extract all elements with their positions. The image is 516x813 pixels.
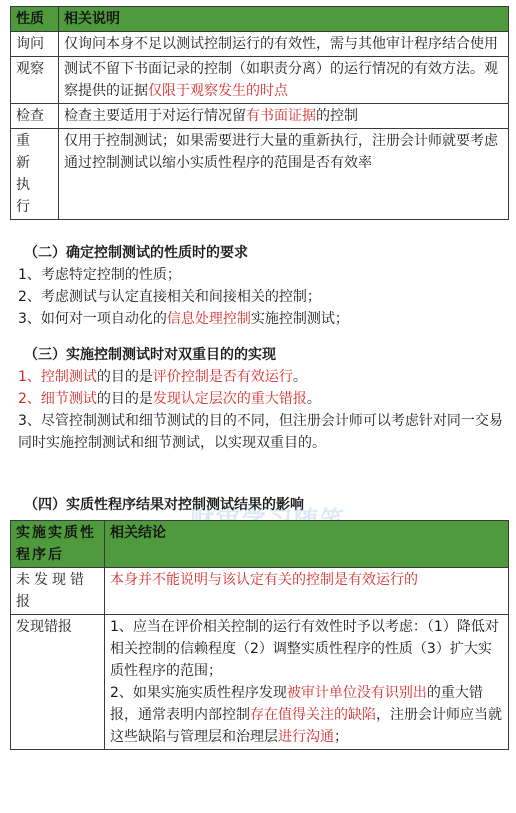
list-item [18,410,508,454]
table-row [11,129,509,220]
conclusion-paragraph [110,616,503,682]
item-text: 的目的是 [96,391,153,407]
highlight-text: 存在值得关注的缺陷 [250,707,376,723]
header-description: 相关说明 [59,7,509,32]
header-nature: 性质 [11,7,59,32]
results-table-header [11,521,509,568]
item-number: 2、 [18,391,41,407]
section-title: （四）实质性程序结果对控制测试结果的影响 [24,497,304,513]
description-text: 仅用于控制测试；如果需要进行大量的重新执行，注册会计师就要考虑通过控制测试以缩小实质性程序的范围是否有效率 [64,133,498,171]
description-text: 检查主要适用于对运行情况留 [64,108,246,124]
table-row [11,32,509,57]
highlight-text: 控制测试 [40,369,97,385]
table-row [11,615,509,750]
table-row [11,57,509,104]
row-description [59,129,509,220]
header-conclusion: 相关结论 [105,521,509,568]
row-name: 检查 [11,104,59,129]
highlight-text: 发现认定层次的重大错报 [152,391,307,407]
highlight-text: 本身并不能说明与该认定有关的控制是有效运行的 [110,572,418,588]
nature-table [10,6,509,220]
item-text: 3、尽管控制测试和细节测试的目的不同，但注册会计师可以考虑针对同一交易同时实施控制测试和细节测试，以实现双重目的。 [18,413,503,451]
row-name: 发现错报 [11,615,105,750]
substantive-results-table [10,520,509,750]
row-description [59,32,509,57]
conclusion-text: 2、如果实施实质性程序发现 [110,685,287,701]
item-number: 1、 [18,369,41,385]
section-dual-purpose [18,344,508,454]
item-text: 的目的是 [96,369,153,385]
highlight-text: 仅限于观察发生的时点 [148,83,288,99]
item-text: 。 [306,391,321,407]
item-text: 实施控制测试； [250,311,349,327]
section-requirements [18,242,508,330]
row-description [59,57,509,104]
row-description [59,104,509,129]
row-name: 未发现错报 [11,568,105,615]
highlight-text: 信息处理控制 [166,311,251,327]
table-row [11,104,509,129]
item-text: 2、考虑测试与认定直接相关和间接相关的控制； [18,289,321,305]
conclusion-text: ； [334,729,348,745]
highlight-text: 有书面证据 [246,108,316,124]
highlight-text: 被审计单位没有识别出 [286,685,427,701]
section-title: （三）实施控制测试时对双重目的的实现 [24,347,276,363]
item-text: 3、如何对一项自动化的 [18,311,167,327]
description-text: 测试不留下书面记录的控制（如职责分离）的运行情况的有效方法。观察提供的证据 [64,61,498,99]
list-item [18,286,508,308]
row-name: 重新执行 [11,129,59,220]
list-item [18,264,508,286]
list-item [18,308,508,330]
highlight-text: 评价控制是否有效运行 [152,369,293,385]
section-title: （二）确定控制测试的性质时的要求 [24,245,248,261]
conclusion-paragraph [110,682,503,748]
row-conclusion [105,568,509,615]
conclusion-text: 1、应当在评价相关控制的运行有效性时予以考虑：（1）降低对相关控制的信赖程度（2）调整实质性程序的性质（3）扩大实质性程序的范围； [110,619,499,679]
row-name: 询问 [11,32,59,57]
nature-table-header [11,7,509,32]
item-text: 。 [292,369,307,385]
conclusion-text: ，注册会计师应当就这些缺陷与管理层和治理层 [110,707,502,745]
list-item [18,366,508,388]
description-text: 的控制 [316,108,358,124]
highlight-text: 细节测试 [40,391,97,407]
highlight-text: 进行沟通 [278,729,334,745]
conclusion-text: 的重大错报，通常表明内部控制 [110,685,483,723]
row-conclusion [105,615,509,750]
item-text: 1、考虑特定控制的性质； [18,267,181,283]
list-item [18,388,508,410]
row-name: 观察 [11,57,59,104]
table-row [11,568,509,615]
description-text: 仅询问本身不足以测试控制运行的有效性，需与其他审计程序结合使用 [64,36,498,52]
header-after-substantive: 实施实质性程序后 [11,521,105,568]
